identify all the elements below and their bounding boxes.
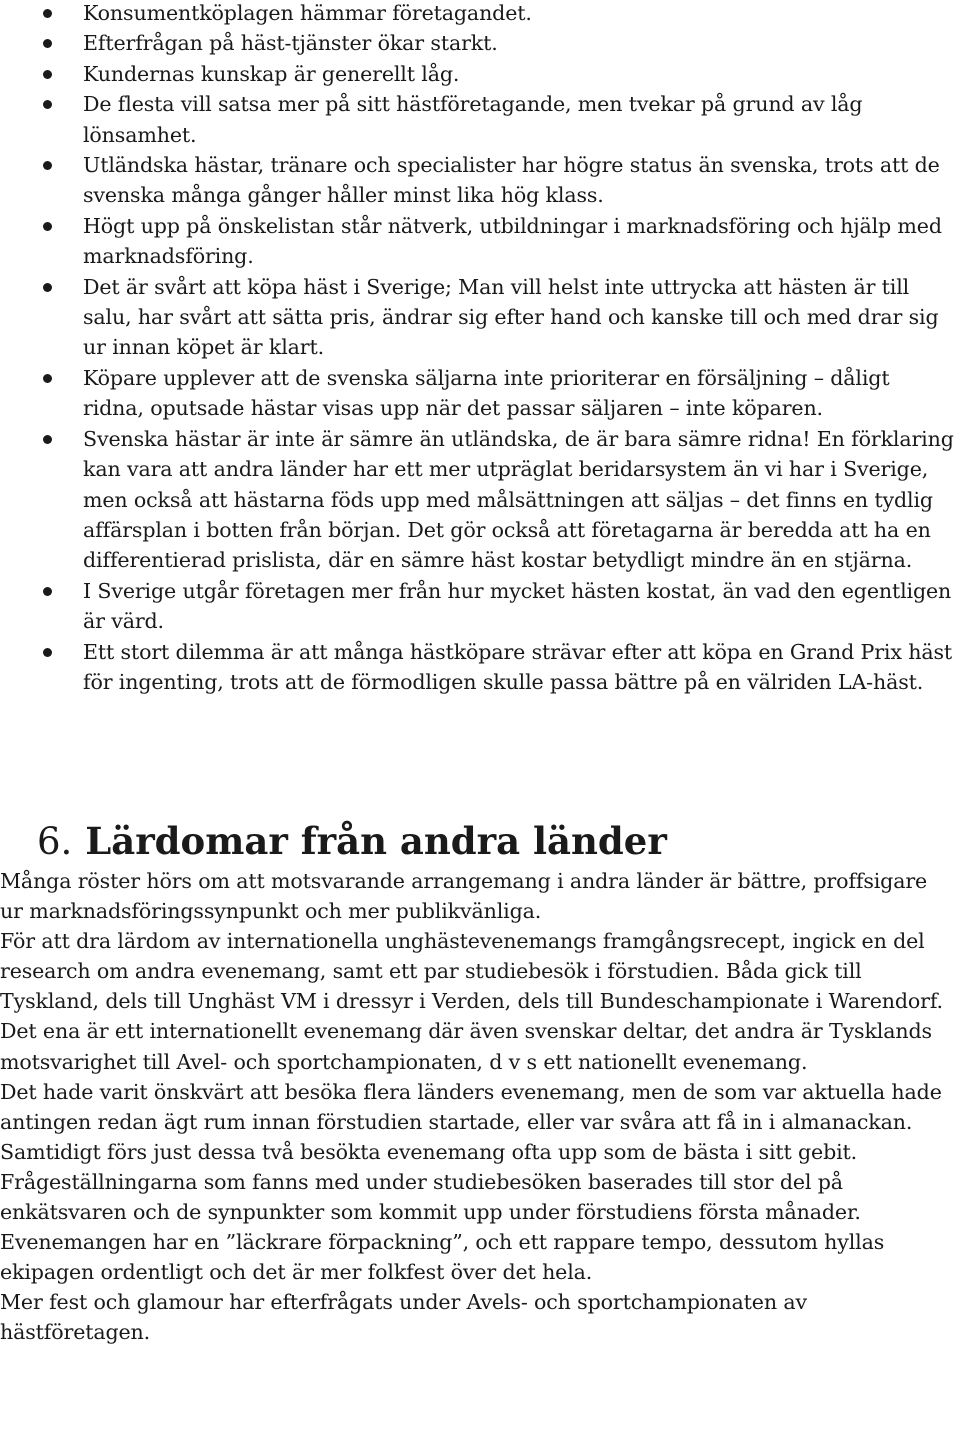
section-title: Lärdomar från andra länder (85, 819, 667, 863)
paragraph: Mer fest och glamour har efterfrågats under Avels- och sportchampionaten av hästföretagen. (0, 1290, 807, 1345)
list-item (0, 28, 960, 58)
section-body (0, 866, 948, 1348)
paragraph: Det ena är ett internationellt evenemang där även svenskar deltar, det andra är Tysklands motsvarighet till Avel- och sportchampionaten, d v s ett nationellt evenemang. (0, 1019, 932, 1074)
list-item-text: Svenska hästar är inte är sämre än utländska, de är bara sämre ridna! En förklaring kan vara att andra länder har ett mer utpräglat beridarsystem än vi har i Sverige, men också att hästarna föds upp med målsättningen att säljas – det finns en tydlig affärsplan i botten från början. Det gör också att företagarna är beredda att ha en differentierad prislista, där en sämre häst kostar betydligt mindre än en stjärna. (83, 426, 954, 573)
bullet-icon (43, 648, 52, 657)
list-item (0, 272, 960, 363)
list-item-text: Det är svårt att köpa häst i Sverige; Man vill helst inte uttrycka att hästen är till salu, har svårt att sätta pris, ändrar sig efter hand och kanske till och med drar sig ur innan köpet är klart. (83, 274, 939, 360)
list-item-text: Kundernas kunskap är generellt låg. (83, 61, 460, 86)
list-item-text: I Sverige utgår företagen mer från hur mycket hästen kostat, än vad den egentligen är värd. (83, 578, 952, 634)
bullet-icon (43, 222, 52, 231)
bullet-icon (43, 283, 52, 292)
list-item (0, 424, 960, 576)
list-item-text: Högt upp på önskelistan står nätverk, utbildningar i marknadsföring och hjälp med marknadsföring. (83, 213, 942, 269)
list-item-text: De flesta vill satsa mer på sitt hästföretagande, men tvekar på grund av låg lönsamhet. (83, 92, 863, 147)
paragraph: För att dra lärdom av internationella unghästevenemangs framgångsrecept, ingick en del research om andra evenemang, samt ett par studiebesök i förstudien. Båda gick till Tyskland, dels till Unghäst VM i dressyr i Verden, dels till Bundeschampionate i Warendorf. (0, 929, 943, 1014)
section-heading (37, 818, 667, 865)
list-item (0, 59, 960, 89)
list-item-text: Ett stort dilemma är att många hästköpare strävar efter att köpa en Grand Prix häst för ingenting, trots att de förmodligen skulle passa bättre på en välriden LA-häst. (83, 639, 953, 694)
list-item (0, 576, 960, 637)
bullet-icon (43, 39, 52, 48)
list-item (0, 89, 960, 150)
bullet-list (0, 0, 960, 697)
bullet-icon (43, 374, 52, 383)
paragraph: Frågeställningarna som fanns med under studiebesöken baserades till stor del på enkätsvaren och de synpunkter som kommit upp under förstudiens första månader. (0, 1169, 861, 1225)
paragraph: Evenemangen har en ”läckrare förpackning”, och ett rappare tempo, dessutom hyllas ekipagen ordentligt och det är mer folkfest över det hela. (0, 1230, 885, 1285)
list-item (0, 637, 960, 698)
list-item-text: Efterfrågan på häst-tjänster ökar starkt. (83, 31, 498, 56)
bullet-icon (43, 161, 52, 170)
paragraph: Det hade varit önskvärt att besöka flera länders evenemang, men de som var aktuella hade antingen redan ägt rum innan förstudien startade, eller var svåra att få in i almanackan. Samtidigt förs just dessa två besökta evenemang ofta upp som de bästa i sitt gebit. (0, 1079, 942, 1164)
list-item-text: Köpare upplever att de svenska säljarna inte prioriterar en försäljning – dåligt ridna, oputsade hästar visas upp när det passar säljaren – inte köparen. (83, 365, 890, 421)
list-item-text: Konsumentköplagen hämmar företagandet. (83, 1, 532, 25)
list-item (0, 0, 960, 28)
bullet-icon (43, 70, 52, 79)
bullet-icon (43, 9, 52, 18)
section-number: 6. (37, 820, 73, 863)
bullet-icon (43, 587, 52, 596)
list-item (0, 150, 960, 211)
bullet-icon (43, 435, 52, 444)
list-item-text: Utländska hästar, tränare och specialister har högre status än svenska, trots att de svenska många gånger håller minst lika hög klass. (83, 153, 940, 208)
list-item (0, 211, 960, 272)
bullet-icon (43, 100, 52, 109)
list-item (0, 363, 960, 424)
paragraph: Många röster hörs om att motsvarande arrangemang i andra länder är bättre, proffsigare ur marknadsföringssynpunkt och mer publikvänliga. (0, 869, 928, 924)
